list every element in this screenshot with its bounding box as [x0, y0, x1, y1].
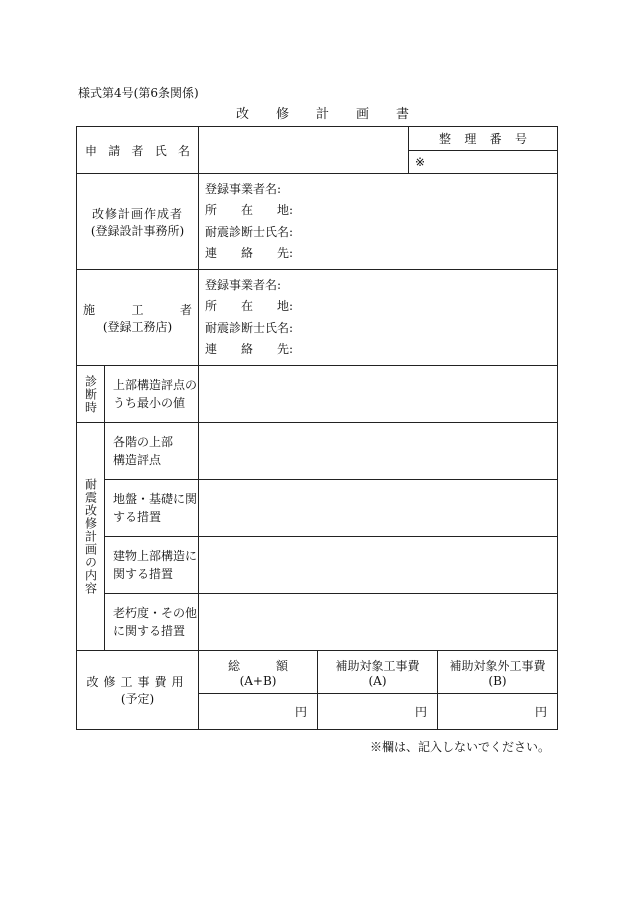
document-title	[236, 103, 409, 122]
applicant-name-label: 申 請 者 氏 名	[77, 127, 199, 174]
planner-sublabel: (登録設計事務所)	[90, 223, 185, 238]
reference-mark: ※	[415, 155, 426, 169]
deterioration-measures-field[interactable]	[199, 594, 558, 651]
plan-content-group-label: 耐震改修計画の内容	[77, 423, 105, 651]
contractor-label: 施 工 者 (登録工務店)	[77, 270, 199, 366]
planner-label-text: 改修計画作成者	[92, 206, 184, 221]
reference-number-label: 整 理 番 号	[409, 127, 558, 151]
title-char: 画	[356, 107, 370, 122]
diagnosis-value-field[interactable]	[199, 366, 558, 423]
planner-address-field[interactable]: 所 在 地:	[205, 203, 294, 217]
planner-fields[interactable]	[199, 174, 558, 270]
planner-company-field[interactable]: 登録事業者名:	[205, 181, 282, 196]
applicant-name-field[interactable]	[199, 127, 409, 174]
planner-label	[77, 174, 199, 270]
upper-structure-measures-field[interactable]	[199, 537, 558, 594]
reference-number-field	[409, 151, 558, 174]
planner-contact-field[interactable]: 連 絡 先:	[205, 246, 294, 260]
renovation-cost-label: 改修工事費用 (予定)	[77, 651, 199, 730]
title-char: 書	[396, 107, 410, 122]
planner-diagnostician-field[interactable]: 耐震診断士氏名:	[205, 224, 294, 239]
cost-subsidized-field[interactable]	[318, 694, 438, 730]
form-reference: 様式第4号(第6条関係)	[78, 86, 199, 100]
floor-structure-score-label: 各階の上部 構造評点	[105, 423, 199, 480]
title-char: 修	[276, 107, 290, 122]
contractor-company-field[interactable]: 登録事業者名:	[205, 277, 282, 292]
foundation-measures-label: 地盤・基礎に関 する措置	[105, 480, 199, 537]
floor-structure-score-field[interactable]	[199, 423, 558, 480]
title-char: 計	[316, 107, 330, 122]
contractor-contact-field[interactable]: 連 絡 先:	[205, 342, 294, 356]
cost-total-field[interactable]	[199, 694, 318, 730]
yen-unit: 円	[415, 705, 428, 719]
contractor-fields[interactable]	[199, 270, 558, 366]
upper-structure-measures-label: 建物上部構造に 関する措置	[105, 537, 199, 594]
renovation-plan-form	[76, 126, 558, 730]
deterioration-measures-label: 老朽度・その他 に関する措置	[105, 594, 199, 651]
foundation-measures-field[interactable]	[199, 480, 558, 537]
diagnosis-group-label: 診断時	[77, 366, 105, 423]
diagnosis-item-label: 上部構造評点の うち最小の値	[105, 366, 199, 423]
cost-subsidized-header: 補助対象工事費 (A)	[318, 651, 438, 694]
yen-unit: 円	[535, 705, 548, 719]
contractor-sublabel: (登録工務店)	[102, 319, 173, 334]
contractor-address-field[interactable]: 所 在 地:	[205, 299, 294, 313]
cost-unsubsidized-field[interactable]	[438, 694, 558, 730]
cost-total-header: 総 額 (A+B)	[199, 651, 318, 694]
footer-note: ※欄は、記入しないでください。	[370, 740, 551, 754]
cost-unsubsidized-header: 補助対象外工事費 (B)	[438, 651, 558, 694]
title-char: 改	[236, 107, 250, 122]
contractor-diagnostician-field[interactable]: 耐震診断士氏名:	[205, 320, 294, 335]
yen-unit: 円	[295, 705, 308, 719]
